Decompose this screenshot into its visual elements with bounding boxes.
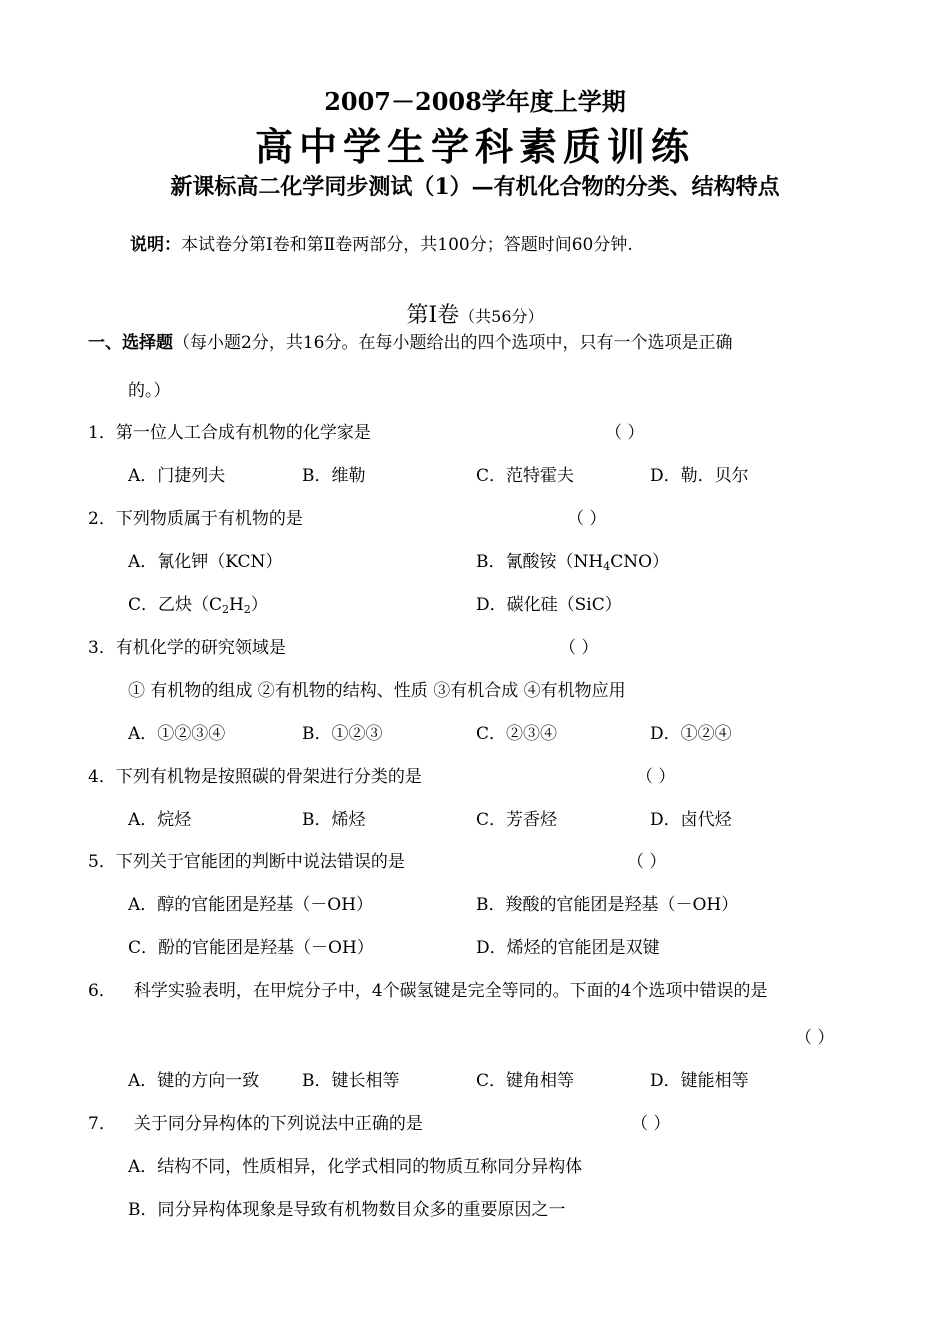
q2-option-d: D．碳化硅（SiC）: [476, 595, 622, 615]
q2-text: 下列物质属于有机物的是: [115, 509, 303, 529]
question-3: [88, 633, 286, 658]
q2-c-sub1: 2: [222, 603, 230, 616]
q3-option-b: B．①②③: [302, 724, 383, 744]
question-4: [88, 762, 422, 787]
q5-option-b: B．羧酸的官能团是羟基（－OH）: [476, 895, 739, 915]
q4-option-c: C．芳香烃: [476, 810, 558, 830]
part1-title: [0, 298, 950, 329]
note-label: 说明：: [130, 235, 181, 255]
q2-b-tail: CNO）: [610, 552, 670, 572]
q2-num: 2．: [88, 509, 116, 529]
q3-option-a: A．①②③④: [128, 724, 226, 744]
section1-label: 一、选择题: [88, 333, 173, 353]
q7-option-a: A．结构不同，性质相异，化学式相同的物质互称同分异构体: [128, 1157, 583, 1177]
q4-num: 4．: [88, 767, 116, 787]
q1-answer-blank: （ ）: [605, 423, 645, 443]
q4-option-b: B．烯烃: [302, 810, 366, 830]
main-title: 高中学生学科素质训练: [254, 124, 695, 169]
q3-text: 有机化学的研究领域是: [115, 638, 286, 658]
q6-num: 6．: [88, 981, 116, 1001]
q1-text: 第一位人工合成有机物的化学家是: [115, 423, 371, 443]
q1-option-a: A．门捷列夫: [128, 466, 226, 486]
section1-desc: （每小题2分，共16分。在每小题给出的四个选项中，只有一个选项是正确: [173, 333, 733, 353]
q4-answer-blank: （ ）: [636, 767, 676, 787]
q3-option-d: D．①②④: [650, 724, 732, 744]
q1-option-c: C．范特霍夫: [476, 466, 575, 486]
instructions-note: [130, 230, 633, 255]
question-2: [88, 504, 303, 529]
q5-answer-blank: （ ）: [627, 852, 667, 872]
q6-text: 科学实验表明，在甲烷分子中，4个碳氢键是完全等同的。下面的4个选项中错误的是: [133, 981, 768, 1001]
q1-option-b: B．维勒: [302, 466, 366, 486]
q4-text: 下列有机物是按照碳的骨架进行分类的是: [115, 767, 422, 787]
q4-option-a: A．烷烃: [128, 810, 192, 830]
q2-c-tail: ）: [250, 595, 268, 615]
question-1: [88, 418, 371, 443]
section1-desc-cont: 的。）: [128, 381, 171, 401]
q2-c-mid: H: [229, 595, 244, 615]
q2-option-a: A．氰化钾（KCN）: [128, 552, 283, 572]
q6-option-b: B．键长相等: [302, 1071, 400, 1091]
q2-b-sub: 4: [603, 560, 611, 573]
section1-header: [88, 328, 732, 353]
q3-num: 3．: [88, 638, 116, 658]
part1-label: 第Ⅰ卷: [406, 303, 460, 328]
year-heading: 2007－2008学年度上学期: [324, 87, 626, 116]
note-text: 本试卷分第Ⅰ卷和第Ⅱ卷两部分，共100分；答题时间60分钟.: [181, 235, 633, 255]
q1-num: 1．: [88, 423, 116, 443]
q1-option-d: D．勒．贝尔: [650, 466, 749, 486]
q7-answer-blank: （ ）: [631, 1114, 671, 1134]
q3-option-c: C．②③④: [476, 724, 558, 744]
question-5: [88, 847, 405, 872]
q6-option-c: C．键角相等: [476, 1071, 575, 1091]
q3-statements: ① 有机物的组成 ②有机物的结构、性质 ③有机合成 ④有机物应用: [128, 681, 626, 701]
q7-num: 7．: [88, 1114, 116, 1134]
q7-text: 关于同分异构体的下列说法中正确的是: [133, 1114, 423, 1134]
q5-option-a: A．醇的官能团是羟基（－OH）: [128, 895, 374, 915]
question-6: [88, 976, 767, 1001]
q3-answer-blank: （ ）: [559, 638, 599, 658]
q2-b-main: B．氰酸铵（NH: [476, 552, 604, 572]
q6-answer-blank: （ ）: [795, 1028, 835, 1048]
question-7: [88, 1109, 423, 1134]
q5-option-d: D．烯烃的官能团是双键: [476, 938, 660, 958]
q6-option-a: A．键的方向一致: [128, 1071, 260, 1091]
q2-option-b: [476, 547, 669, 573]
q2-answer-blank: （ ）: [567, 509, 607, 529]
q2-c-sub2: 2: [243, 603, 251, 616]
q7-option-b: B．同分异构体现象是导致有机物数目众多的重要原因之一: [128, 1200, 566, 1220]
q5-num: 5．: [88, 852, 116, 872]
q5-text: 下列关于官能团的判断中说法错误的是: [115, 852, 405, 872]
q2-c-main: C．乙炔（C: [128, 595, 223, 615]
subtitle: 新课标高二化学同步测试（1）—有机化合物的分类、结构特点: [170, 174, 780, 200]
q4-option-d: D．卤代烃: [650, 810, 732, 830]
q6-option-d: D．键能相等: [650, 1071, 749, 1091]
q2-option-c: [128, 590, 268, 616]
part1-score: （共56分）: [459, 307, 544, 326]
q5-option-c: C．酚的官能团是羟基（－OH）: [128, 938, 374, 958]
